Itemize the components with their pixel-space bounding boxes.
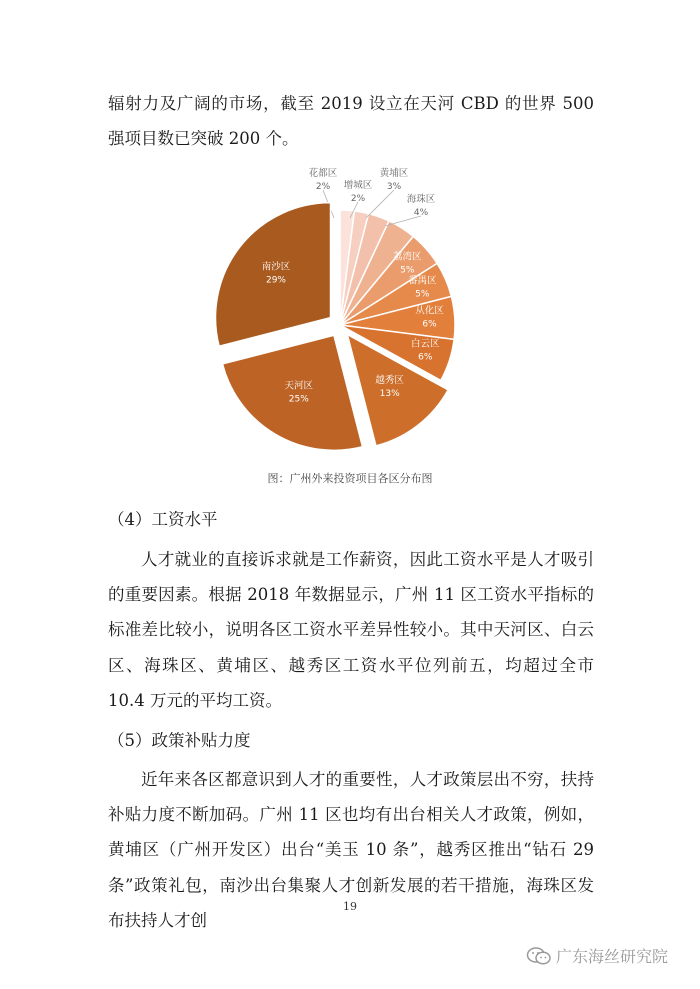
slice-percent: 25% xyxy=(288,394,309,405)
slice-percent: 5% xyxy=(415,289,430,300)
page-number: 19 xyxy=(343,900,357,913)
slice-percent: 6% xyxy=(418,352,433,363)
section5-paragraph: 近年来各区都意识到人才的重要性，人才政策层出不穷，扶持补贴力度不断加码。广州 11 区也均有出台相关人才政策，例如，黄埔区（广州开发区）出台“美玉 10 条”，越秀区推出“钻石 29 条”政策礼包，南沙出台集聚人才创新发展的若干措施，海珠区发布扶持人才创 xyxy=(108,770,594,930)
slice-label: 白云区 xyxy=(411,338,440,350)
watermark-text: 广东海丝研究院 xyxy=(556,947,669,966)
slice-label: 黄埔区 xyxy=(379,168,409,179)
slice-label: 从化区 xyxy=(415,305,444,317)
slice-percent: 3% xyxy=(386,182,402,192)
section4-heading: （4）工资水平 xyxy=(108,510,218,529)
intro-paragraph: 辐射力及广阔的市场，截至 2019 设立在天河 CBD 的世界 500 强项目数已突破 200 个。 xyxy=(108,94,594,149)
pie-slice xyxy=(223,335,363,450)
slice-percent: 4% xyxy=(413,208,429,218)
slice-label: 花都区 xyxy=(308,168,338,179)
slice-percent: 2% xyxy=(315,182,331,192)
section5-heading: （5）政策补贴力度 xyxy=(108,731,251,750)
chart-caption: 图：广州外来投资项目各区分布图 xyxy=(267,472,433,485)
leader-line xyxy=(366,190,394,218)
slice-percent: 13% xyxy=(379,389,400,400)
slice-percent: 5% xyxy=(400,265,415,276)
slice-percent: 6% xyxy=(422,319,437,330)
slice-percent: 2% xyxy=(350,194,366,204)
watermark xyxy=(526,944,668,967)
slice-label: 增城区 xyxy=(343,180,373,191)
slice-label: 荔湾区 xyxy=(393,251,422,263)
slice-label: 海珠区 xyxy=(406,194,436,205)
wechat-icon xyxy=(526,946,552,966)
section4-paragraph: 人才就业的直接诉求就是工作薪资，因此工资水平是人才吸引的重要因素。根据 2018 年数据显示，广州 11 区工资水平指标的标准差比较小，说明各区工资水平差异性较小。其中天河区、白云区、海珠区、黄埔区、越秀区工资水平位列前五，均超过全市 10.4 万元的平均工资。 xyxy=(108,550,594,710)
slice-label: 天河区 xyxy=(284,380,314,392)
slice-label: 番禺区 xyxy=(408,275,437,287)
pie-chart xyxy=(0,0,700,470)
slice-percent: 29% xyxy=(265,275,287,286)
slice-label: 越秀区 xyxy=(375,375,404,387)
slice-label: 南沙区 xyxy=(261,261,291,273)
